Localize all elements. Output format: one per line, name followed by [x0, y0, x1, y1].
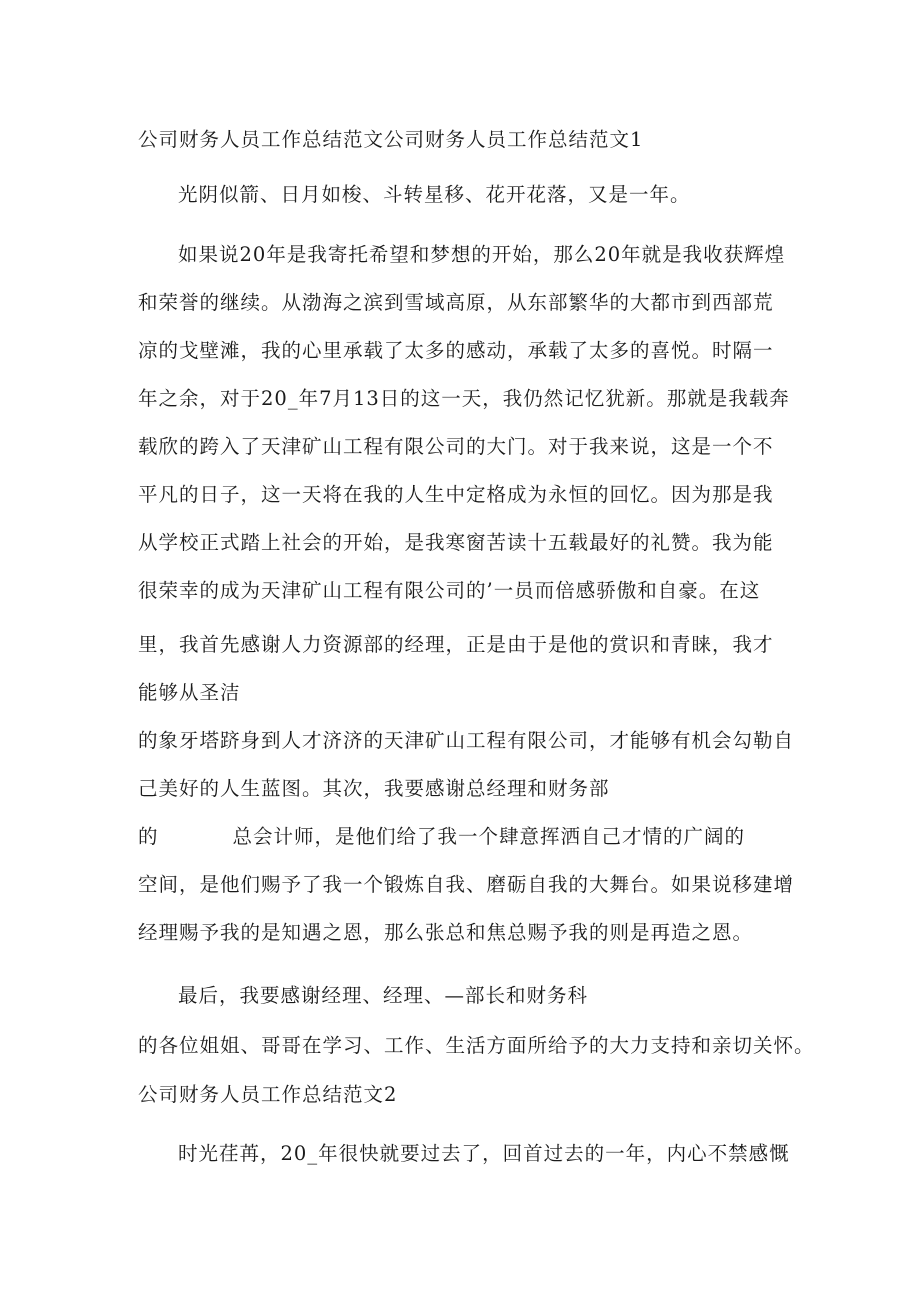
paragraph-line: 很荣幸的成为天津矿山工程有限公司的’一员而倍感骄傲和自豪。在这 [138, 579, 761, 602]
paragraph-line: 和荣誉的继续。从渤海之滨到雪域高原，从东部繁华的大都市到西部荒 [138, 291, 774, 314]
paragraph-line: 年之余，对于20_年7月13日的这一天，我仍然记忆犹新。那就是我载奔 [138, 387, 790, 410]
paragraph-line: 从学校正式踏上社会的开始，是我寒窗苦读十五载最好的礼赞。我为能 [138, 531, 774, 554]
paragraph-intro: 光阴似箭、日月如梭、斗转星移、花开花落，又是一年。 [178, 183, 691, 206]
paragraph-line: 的各位姐姐、哥哥在学习、工作、生活方面所给予的大力支持和亲切关怀。 [138, 1034, 815, 1057]
paragraph-line: 时光荏苒，20_年很快就要过去了，回首过去的一年，内心不禁感慨 [178, 1142, 790, 1165]
paragraph-line: 凉的戈壁滩，我的心里承载了太多的感动，承载了太多的喜悦。时隔一 [138, 339, 774, 362]
paragraph-fragment: 总会计师，是他们给了我一个肆意挥洒自己才情的广阔的 [232, 825, 746, 848]
paragraph-line: 载欣的跨入了天津矿山工程有限公司的大门。对于我来说，这是一个不 [138, 435, 774, 458]
paragraph-line: 的象牙塔跻身到人才济济的天津矿山工程有限公司，才能够有机会勾勒自 [138, 729, 795, 752]
paragraph-line: 己美好的人生蓝图。其次，我要感谢总经理和财务部 [138, 777, 610, 800]
paragraph-line: 经理赐予我的是知遇之恩，那么张总和焦总赐予我的则是再造之恩。 [138, 921, 754, 944]
paragraph-line: 空间，是他们赐予了我一个锻炼自我、磨砺自我的大舞台。如果说移建增 [138, 873, 795, 896]
paragraph-line: 最后，我要感谢经理、经理、—部长和财务科 [178, 984, 589, 1007]
paragraph-line: 平凡的日子，这一天将在我的人生中定格成为永恒的回忆。因为那是我 [138, 483, 774, 506]
paragraph-line [138, 825, 745, 849]
paragraph-fragment: 的 [138, 825, 159, 848]
section-heading-1: 公司财务人员工作总结范文公司财务人员工作总结范文1 [138, 128, 644, 151]
section-heading-2: 公司财务人员工作总结范文2 [138, 1083, 398, 1106]
paragraph-line: 里，我首先感谢人力资源部的经理，正是由于是他的赏识和青睐，我才 [138, 633, 774, 656]
paragraph-line: 能够从圣洁 [138, 681, 241, 704]
paragraph-line: 如果说20年是我寄托希望和梦想的开始，那么20年就是我收获辉煌 [178, 243, 786, 266]
